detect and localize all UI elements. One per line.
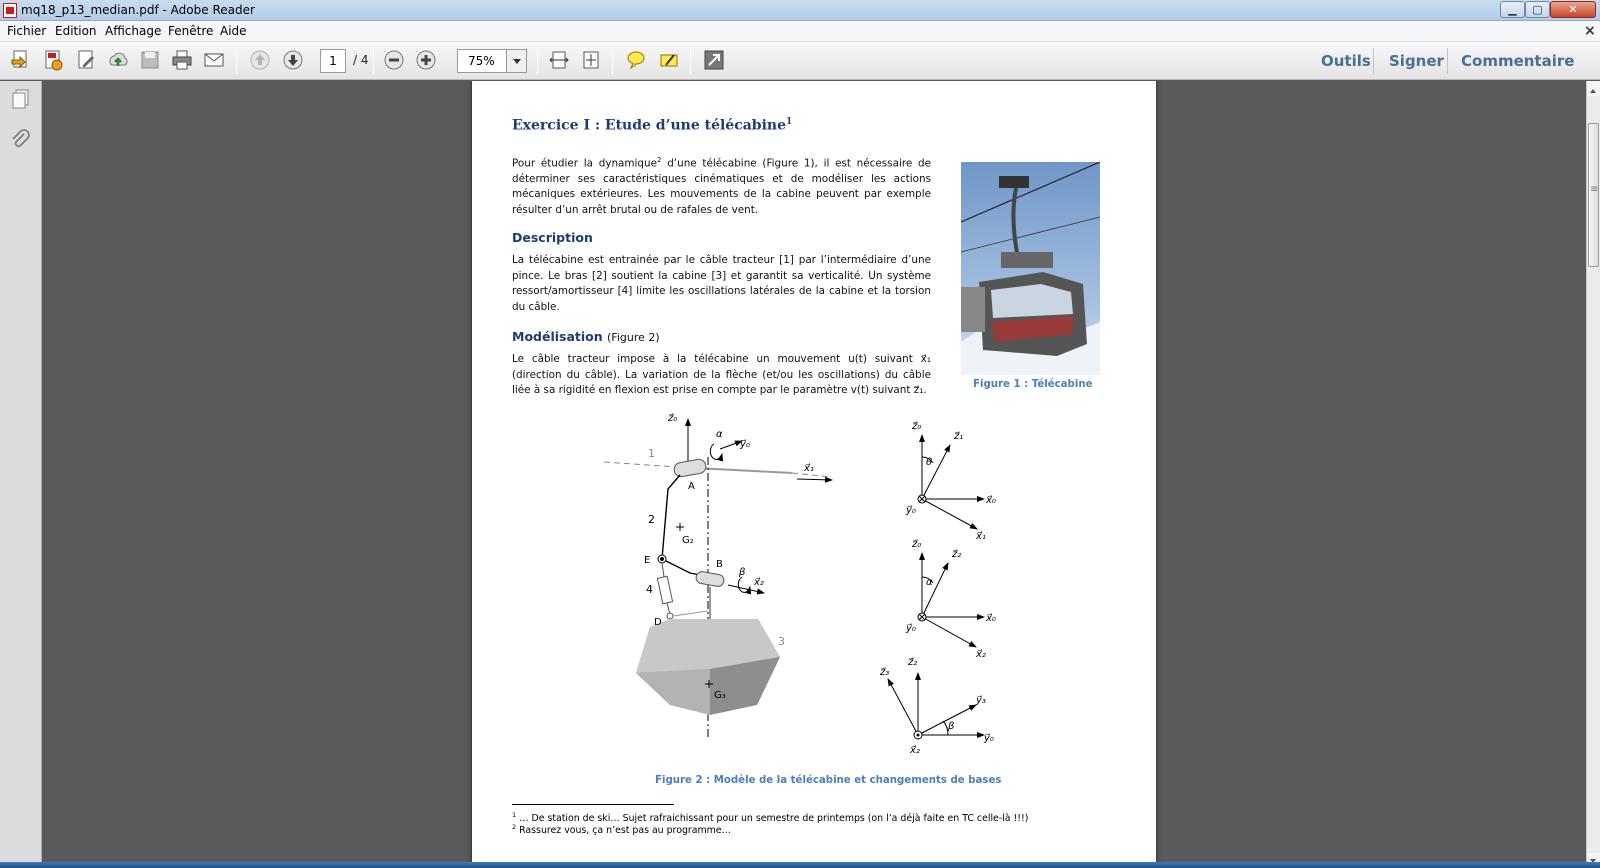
menu-aide[interactable]: Aide: [220, 24, 247, 38]
label-z1: z⃗₁: [954, 431, 964, 442]
zoom-out-icon[interactable]: [381, 47, 407, 73]
label-beta: β: [948, 721, 955, 732]
zoom-level-value: 75%: [468, 54, 495, 68]
label-z0: z⃗₀: [912, 539, 922, 550]
label-b: B: [716, 559, 723, 570]
figure1-caption: Figure 1 : Télécabine: [973, 379, 1093, 390]
menu-edition[interactable]: Edition: [55, 24, 97, 38]
window-title: mq18_p13_median.pdf - Adobe Reader: [21, 3, 255, 17]
joint-d: [667, 613, 673, 619]
label-y0: y⃗₀: [906, 505, 916, 516]
arm-2: [662, 475, 710, 577]
scroll-up-icon[interactable]: [1587, 81, 1600, 96]
label-alpha: α: [926, 577, 933, 588]
label-z2: z⃗₂: [908, 657, 918, 668]
base-change-theta: [905, 421, 996, 542]
cabin-front-face: [636, 669, 710, 715]
previous-page-icon[interactable]: [247, 47, 273, 73]
label-z2: z⃗₂: [952, 549, 962, 560]
spring-top-link: [662, 563, 664, 577]
model-heading-text: Modélisation: [512, 329, 603, 344]
next-page-icon[interactable]: [280, 47, 306, 73]
clamp-a: [673, 458, 707, 477]
menu-affichage[interactable]: Affichage: [105, 24, 162, 38]
label-d: D: [654, 617, 662, 628]
taskbar: [0, 862, 1600, 868]
label-x2: x⃗₂: [910, 745, 920, 756]
page-total: / 4: [353, 53, 369, 67]
base-change-alpha: [905, 539, 996, 660]
fullscreen-icon[interactable]: [701, 47, 727, 73]
joint-e-center: [660, 557, 664, 561]
telecabine-diagram: [592, 407, 1012, 757]
intro-paragraph: [512, 153, 931, 218]
close-window-button[interactable]: ✕: [1550, 1, 1596, 18]
toolbar-separator: [690, 48, 691, 74]
label-3: 3: [778, 635, 785, 648]
toolbar: [0, 42, 1600, 80]
comment-button[interactable]: Commentaire: [1461, 52, 1575, 70]
attachments-icon[interactable]: [9, 129, 33, 153]
title-bar: [0, 0, 1600, 21]
model-heading: [512, 329, 660, 344]
g2-marker: [676, 523, 684, 531]
label-a: A: [688, 481, 695, 492]
chevron-down-icon[interactable]: [506, 50, 526, 72]
label-1: 1: [648, 447, 655, 460]
figure2-caption: Figure 2 : Modèle de la télécabine et changements de bases: [655, 775, 1002, 786]
label-beta: β: [739, 567, 746, 578]
label-y3: y⃗₃: [976, 695, 986, 706]
label-x1: x⃗₁: [804, 463, 814, 474]
label-z3: z⃗₃: [880, 667, 890, 678]
maximize-button[interactable]: ▢: [1525, 1, 1550, 18]
fit-page-icon[interactable]: [578, 47, 604, 73]
highlight-icon[interactable]: [656, 47, 682, 73]
theta-z1-axis: [922, 445, 950, 499]
sign-button[interactable]: Signer: [1389, 52, 1444, 70]
beta-z3-axis: [888, 679, 918, 735]
minimize-button[interactable]: ▁: [1500, 1, 1525, 18]
beta-y3-axis: [918, 705, 976, 735]
footnote-2-number: 2: [512, 823, 517, 831]
label-x2: x⃗₂: [754, 577, 764, 588]
toolbar-separator: [612, 48, 613, 74]
print-icon[interactable]: [169, 47, 195, 73]
pivot-b: [695, 571, 725, 588]
zoom-in-icon[interactable]: [413, 47, 439, 73]
adobe-reader-icon: [3, 3, 17, 18]
close-document-icon[interactable]: ×: [1584, 23, 1596, 39]
tools-button[interactable]: Outils: [1321, 52, 1371, 70]
intro-text-b: d’une télécabine (Figure 1), il est nécessaire de déterminer ses caractéristiques cinématiques et de modéliser les actions mécaniques extérieures. Les mouvements de la cabine peuvent par exemple résulter d’un arrêt brutal ou de rafales de vent.: [512, 157, 931, 216]
zoom-level-select[interactable]: [457, 49, 527, 73]
beta-origin-dot: [917, 734, 920, 737]
navigation-pane: [0, 81, 42, 868]
footnote-rule: [512, 804, 674, 805]
label-e: E: [644, 555, 651, 566]
description-heading: Description: [512, 230, 593, 245]
footnote-2-text: Rassurez vous, ça n’est pas au programme…: [516, 825, 731, 837]
scrollbar-thumb[interactable]: [1588, 123, 1599, 267]
label-z0: z⃗₀: [912, 421, 922, 432]
toolbar-separator: [1373, 48, 1374, 74]
toolbar-separator: [537, 48, 538, 74]
create-pdf-icon[interactable]: [40, 47, 66, 73]
label-x0: x⃗₀: [986, 495, 996, 506]
label-y0: y⃗₀: [984, 733, 994, 744]
exercise-heading-text: Exercice I : Etude d’une télécabine: [512, 117, 786, 134]
vertical-scrollbar[interactable]: [1586, 81, 1600, 868]
alpha-x2-axis: [922, 617, 976, 647]
spring-damper-4: [657, 576, 672, 604]
model-paragraph: Le câble tracteur impose à la télécabine un mouvement u(t) suivant x⃗₁ (direction du câble). La variation de la flèche (et/ou les oscillations) du câble liée à sa rigidité en flexion est prise en compte par le paramètre v(t) suivant z⃗₁.: [512, 353, 931, 396]
alpha-z2-axis: [922, 563, 948, 617]
spring-bottom-link: [667, 603, 670, 614]
upload-icon[interactable]: [105, 47, 131, 73]
intro-text-a: Pour étudier la dynamique: [512, 157, 658, 170]
label-x2: x⃗₂: [976, 649, 986, 660]
alpha-rotation-arrow: [710, 444, 722, 459]
save-icon[interactable]: [137, 47, 163, 73]
label-x0: x⃗₀: [986, 613, 996, 624]
label-theta: θ: [926, 457, 933, 468]
footnote-1-text: … De station de ski… Sujet rafraichissant pour un semestre de printemps (on l’a déjà faite en TC celle-là !!!): [516, 813, 1029, 825]
d-link: [673, 611, 708, 616]
beta-rotation-arrow: [738, 577, 750, 592]
label-y0: y⃗₀: [740, 439, 750, 450]
pdf-page: [472, 81, 1156, 868]
toolbar-separator: [1447, 48, 1448, 74]
description-paragraph: La télécabine est entrainée par le câble tracteur [1] par l’intermédiaire d’une pince. Le bras [2] soutient la cabine [3] et garantit sa verticalité. Un système ressort/amortisseur [4] limite les oscillations latérales de la cabine et la torsion du câble.: [512, 254, 931, 313]
document-viewer[interactable]: [42, 81, 1586, 868]
theta-x1-axis: [922, 499, 977, 529]
label-2: 2: [648, 513, 655, 526]
menu-fichier[interactable]: Fichier: [7, 24, 47, 38]
fit-width-icon[interactable]: [546, 47, 572, 73]
base-change-beta: [879, 657, 994, 756]
toolbar-separator: [236, 48, 237, 74]
label-g3: G₃: [714, 690, 726, 701]
label-4: 4: [646, 583, 653, 596]
y0-arrow: [720, 441, 742, 449]
model-heading-sub: (Figure 2): [607, 331, 660, 344]
label-alpha: α: [716, 429, 723, 440]
menu-bar: [0, 21, 1600, 42]
exercise-heading: [512, 117, 792, 134]
label-g2: G₂: [682, 535, 694, 546]
label-x1: x⃗₁: [976, 531, 986, 542]
edit-pdf-icon[interactable]: [73, 47, 99, 73]
footnote-2: [512, 823, 731, 836]
cable-dashed-line: [604, 462, 677, 467]
page-number-input[interactable]: 1: [320, 49, 346, 73]
x1-arrow: [797, 479, 832, 480]
footnote-ref: 2: [657, 156, 662, 164]
label-y0: y⃗₀: [906, 623, 916, 634]
toolbar-separator: [373, 48, 374, 74]
page-thumbnails-icon[interactable]: [9, 87, 33, 111]
open-file-icon[interactable]: [8, 47, 34, 73]
comment-note-icon[interactable]: [623, 47, 649, 73]
footnote-ref: 1: [786, 117, 793, 127]
footnote-1-number: 1: [512, 811, 517, 819]
label-z0: z⃗₀: [668, 413, 678, 424]
menu-fenetre[interactable]: Fenêtre: [168, 24, 214, 38]
gondola-photo: [961, 162, 1100, 375]
email-icon[interactable]: [201, 47, 227, 73]
